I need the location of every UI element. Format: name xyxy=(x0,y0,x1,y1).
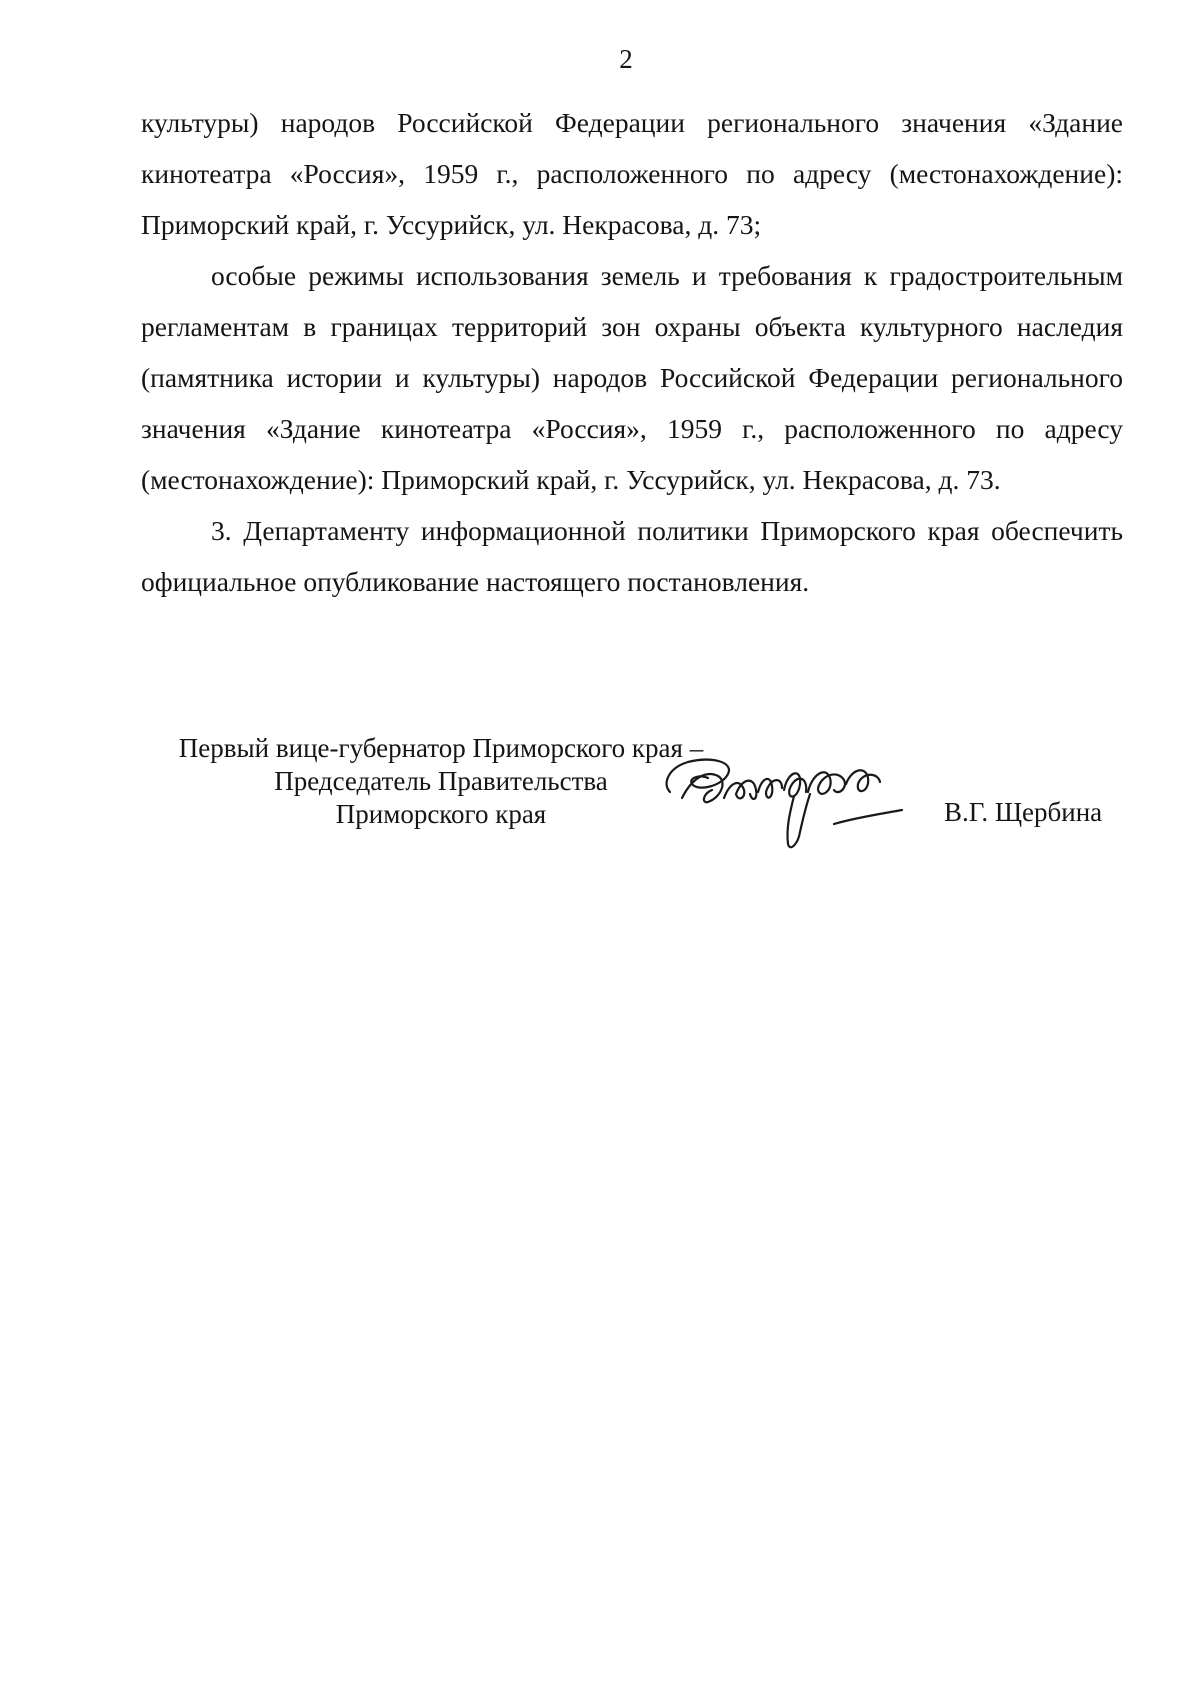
signatory-position xyxy=(161,732,721,831)
signatory-position-line-1: Первый вице-губернатор Приморского края – xyxy=(178,733,704,763)
signatory-name: В.Г. Щербина xyxy=(944,797,1103,827)
signatory-position-line-3: Приморского края xyxy=(335,799,547,829)
paragraph-item-3: 3. Департаменту информационной политики Приморского края обеспечить официальное опубликование настоящего постановления. xyxy=(141,515,1123,597)
body-text xyxy=(141,97,1123,607)
paragraph-continuation: культуры) народов Российской Федерации регионального значения «Здание кинотеатра «Россия», 1959 г., расположенного по адресу (местонахождение): Приморский край, г. Уссурийск, ул. Некрасова, д. 73; xyxy=(141,107,1123,240)
page-number: 2 xyxy=(619,44,633,74)
signatory-position-line-2: Председатель Правительства xyxy=(274,766,608,796)
handwritten-signature xyxy=(658,748,958,868)
paragraph-zone-regimes: особые режимы использования земель и требования к градостроительным регламентам в границах территорий зон охраны объекта культурного наследия (памятника истории и культуры) народов Российской Федерации регионального значения «Здание кинотеатра «Россия», 1959 г., расположенного по адресу (местонахождение): Приморский край, г. Уссурийск, ул. Некрасова, д. 73. xyxy=(141,260,1123,495)
